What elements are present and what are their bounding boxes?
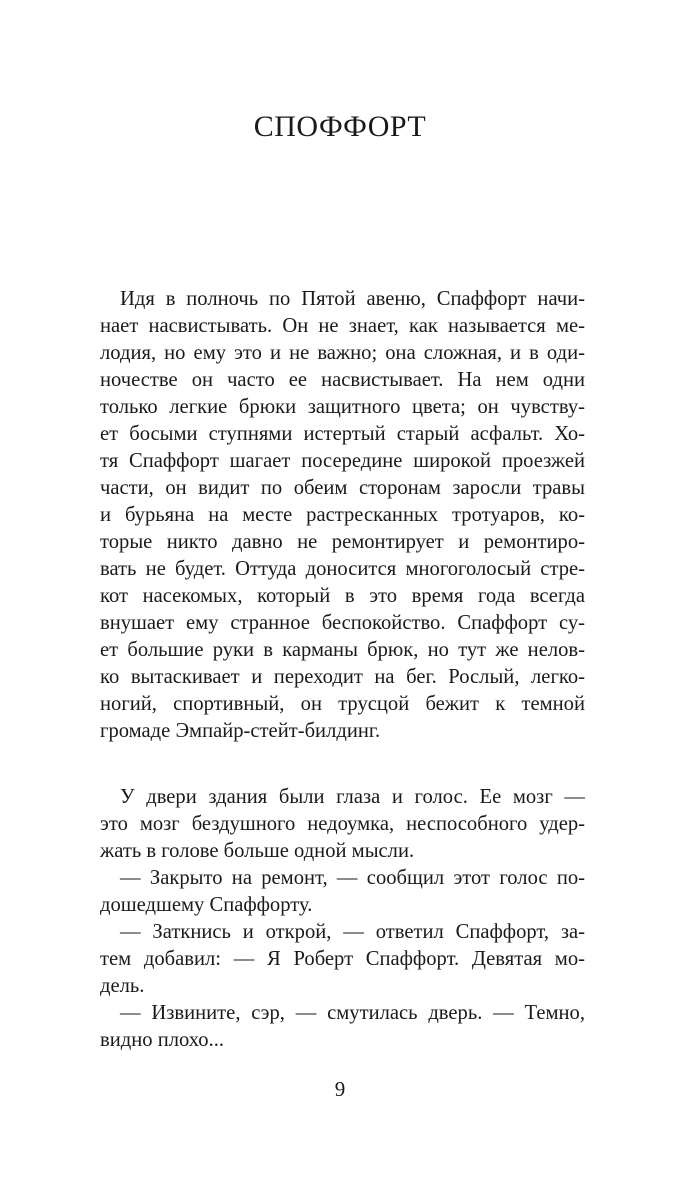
text-line: вать не будет. Оттуда доносится многоголосый стре- xyxy=(100,558,585,580)
text-line: — Закрыто на ремонт, — сообщил этот голос по- xyxy=(120,867,585,889)
text-line: жать в голове больше одной мысли. xyxy=(100,840,415,862)
text-line: кот насекомых, который в это время года всегда xyxy=(100,585,585,607)
text-line: ет босыми ступнями истертый старый асфальт. Хо- xyxy=(100,423,585,445)
text-line: ет большие руки в карманы брюк, но тут же нелов- xyxy=(100,639,585,661)
text-line: громаде Эмпайр-стейт-билдинг. xyxy=(100,720,381,742)
text-line: У двери здания были глаза и голос. Ее мозг — xyxy=(120,786,585,808)
chapter-title: СПОФФОРТ xyxy=(253,110,427,143)
text-line: тя Спаффорт шагает посередине широкой проезжей xyxy=(100,450,585,472)
page-number: 9 xyxy=(334,1077,346,1101)
text-line: части, он видит по обеим сторонам заросли травы xyxy=(100,477,585,499)
text-line: Идя в полночь по Пятой авеню, Спаффорт начи- xyxy=(120,288,585,310)
text-line: и бурьяна на месте растресканных тротуаров, ко- xyxy=(100,504,585,526)
text-line: ночестве он часто ее насвистывает. На нем одни xyxy=(100,369,585,391)
text-line: — Извините, сэр, — смутилась дверь. — Темно, xyxy=(120,1002,585,1024)
text-line: это мозг бездушного недоумка, неспособного удер- xyxy=(100,813,585,835)
text-line: дель. xyxy=(100,975,145,997)
text-line: внушает ему странное беспокойство. Спаффорт су- xyxy=(100,612,585,634)
text-line: дошедшему Спаффорту. xyxy=(100,894,313,916)
text-line: лодия, но ему это и не важно; она сложная, и в оди- xyxy=(100,342,585,364)
text-line: только легкие брюки защитного цвета; он чувству- xyxy=(100,396,585,418)
text-line: тем добавил: — Я Роберт Спаффорт. Девятая мо- xyxy=(100,948,585,970)
text-line: нает насвистывать. Он не знает, как называется ме- xyxy=(100,315,585,337)
text-line: ногий, спортивный, он трусцой бежит к темной xyxy=(100,693,585,715)
text-line: ко вытаскивает и переходит на бег. Рослый, легко- xyxy=(100,666,585,688)
text-line: — Заткнись и открой, — ответил Спаффорт, за- xyxy=(120,921,585,943)
text-line: видно плохо... xyxy=(100,1029,225,1051)
text-line: торые никто давно не ремонтирует и ремонтиро- xyxy=(100,531,585,553)
